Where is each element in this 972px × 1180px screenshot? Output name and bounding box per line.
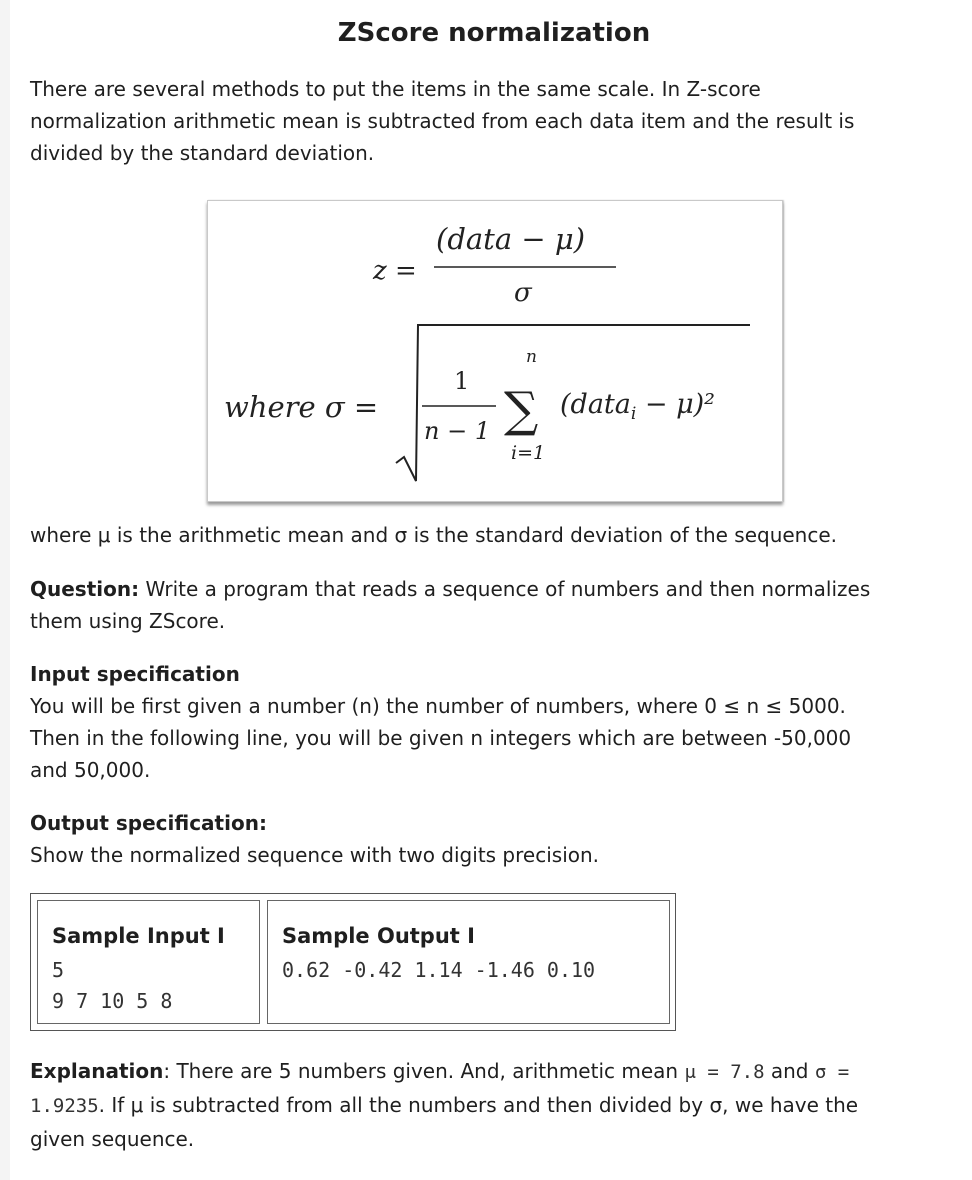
sum-upper: n — [526, 347, 537, 367]
explanation-text-1: : There are 5 numbers given. And, arithmetic mean — [163, 1059, 685, 1083]
input-spec-line-3: and 50,000. — [30, 758, 151, 782]
sum-term-sub: i — [630, 404, 637, 424]
input-spec-line-2: Then in the following line, you will be given n integers which are between -50,000 — [30, 726, 852, 750]
explanation-line-1 — [30, 1054, 849, 1089]
mean-value: μ = 7.8 — [684, 1061, 765, 1083]
explanation-line-3: given sequence. — [30, 1127, 195, 1151]
intro-line-3: divided by the standard deviation. — [30, 141, 375, 165]
output-spec-heading: Output specification: — [30, 811, 267, 835]
question-label: Question: — [30, 577, 140, 601]
formula-svg — [208, 201, 782, 501]
question-text: Write a program that reads a sequence of numbers and then normalizes — [139, 577, 871, 601]
sigma-value: 1.9235 — [30, 1095, 99, 1117]
question-line-2: them using ZScore. — [30, 609, 226, 633]
input-spec-heading: Input specification — [30, 662, 240, 686]
explanation-line-2 — [30, 1088, 858, 1123]
intro-line-2: normalization arithmetic mean is subtracted from each data item and the result is — [30, 109, 855, 133]
sum-term — [560, 389, 715, 424]
sample-output-title: Sample Output I — [282, 924, 475, 948]
sample-table — [30, 893, 676, 1031]
intro-line-1: There are several methods to put the items in the same scale. In Z-score — [30, 77, 761, 101]
sum-term-data: (data — [560, 389, 631, 420]
sample-input-title: Sample Input I — [52, 924, 225, 948]
question-line-1 — [30, 573, 870, 605]
frac-den: n − 1 — [424, 417, 491, 445]
sigma-lhs: where σ = — [224, 390, 379, 424]
z-lhs: z = — [373, 256, 417, 286]
sum-symbol: ∑ — [504, 382, 539, 438]
explanation-text-2: . If μ is subtracted from all the numbers and then divided by σ, we have the — [98, 1093, 859, 1117]
explanation-label: Explanation — [30, 1059, 164, 1083]
output-spec-line-1: Show the normalized sequence with two digits precision. — [30, 843, 600, 867]
sum-term-rest: − μ)² — [636, 389, 716, 420]
sample-input-cell — [37, 900, 260, 1024]
sample-input-line-1: 5 — [52, 958, 65, 982]
z-denominator: σ — [514, 278, 532, 308]
sigma-eq: σ = — [814, 1061, 850, 1083]
frac-one: 1 — [454, 367, 470, 395]
sample-output-line-1: 0.62 -0.42 1.14 -1.46 0.10 — [282, 958, 596, 982]
and-word: and — [764, 1059, 815, 1083]
sum-lower: i=1 — [511, 442, 546, 464]
z-numerator: (data − μ) — [436, 222, 586, 256]
mean-note: where μ is the arithmetic mean and σ is the standard deviation of the sequence. — [30, 523, 838, 547]
sample-output-cell — [267, 900, 670, 1024]
sample-input-line-2: 9 7 10 5 8 — [52, 989, 173, 1013]
left-margin-bar — [0, 0, 10, 1180]
formula-image — [207, 200, 783, 502]
page-title: ZScore normalization — [337, 18, 651, 48]
input-spec-line-1: You will be first given a number (n) the number of numbers, where 0 ≤ n ≤ 5000. — [30, 694, 846, 718]
